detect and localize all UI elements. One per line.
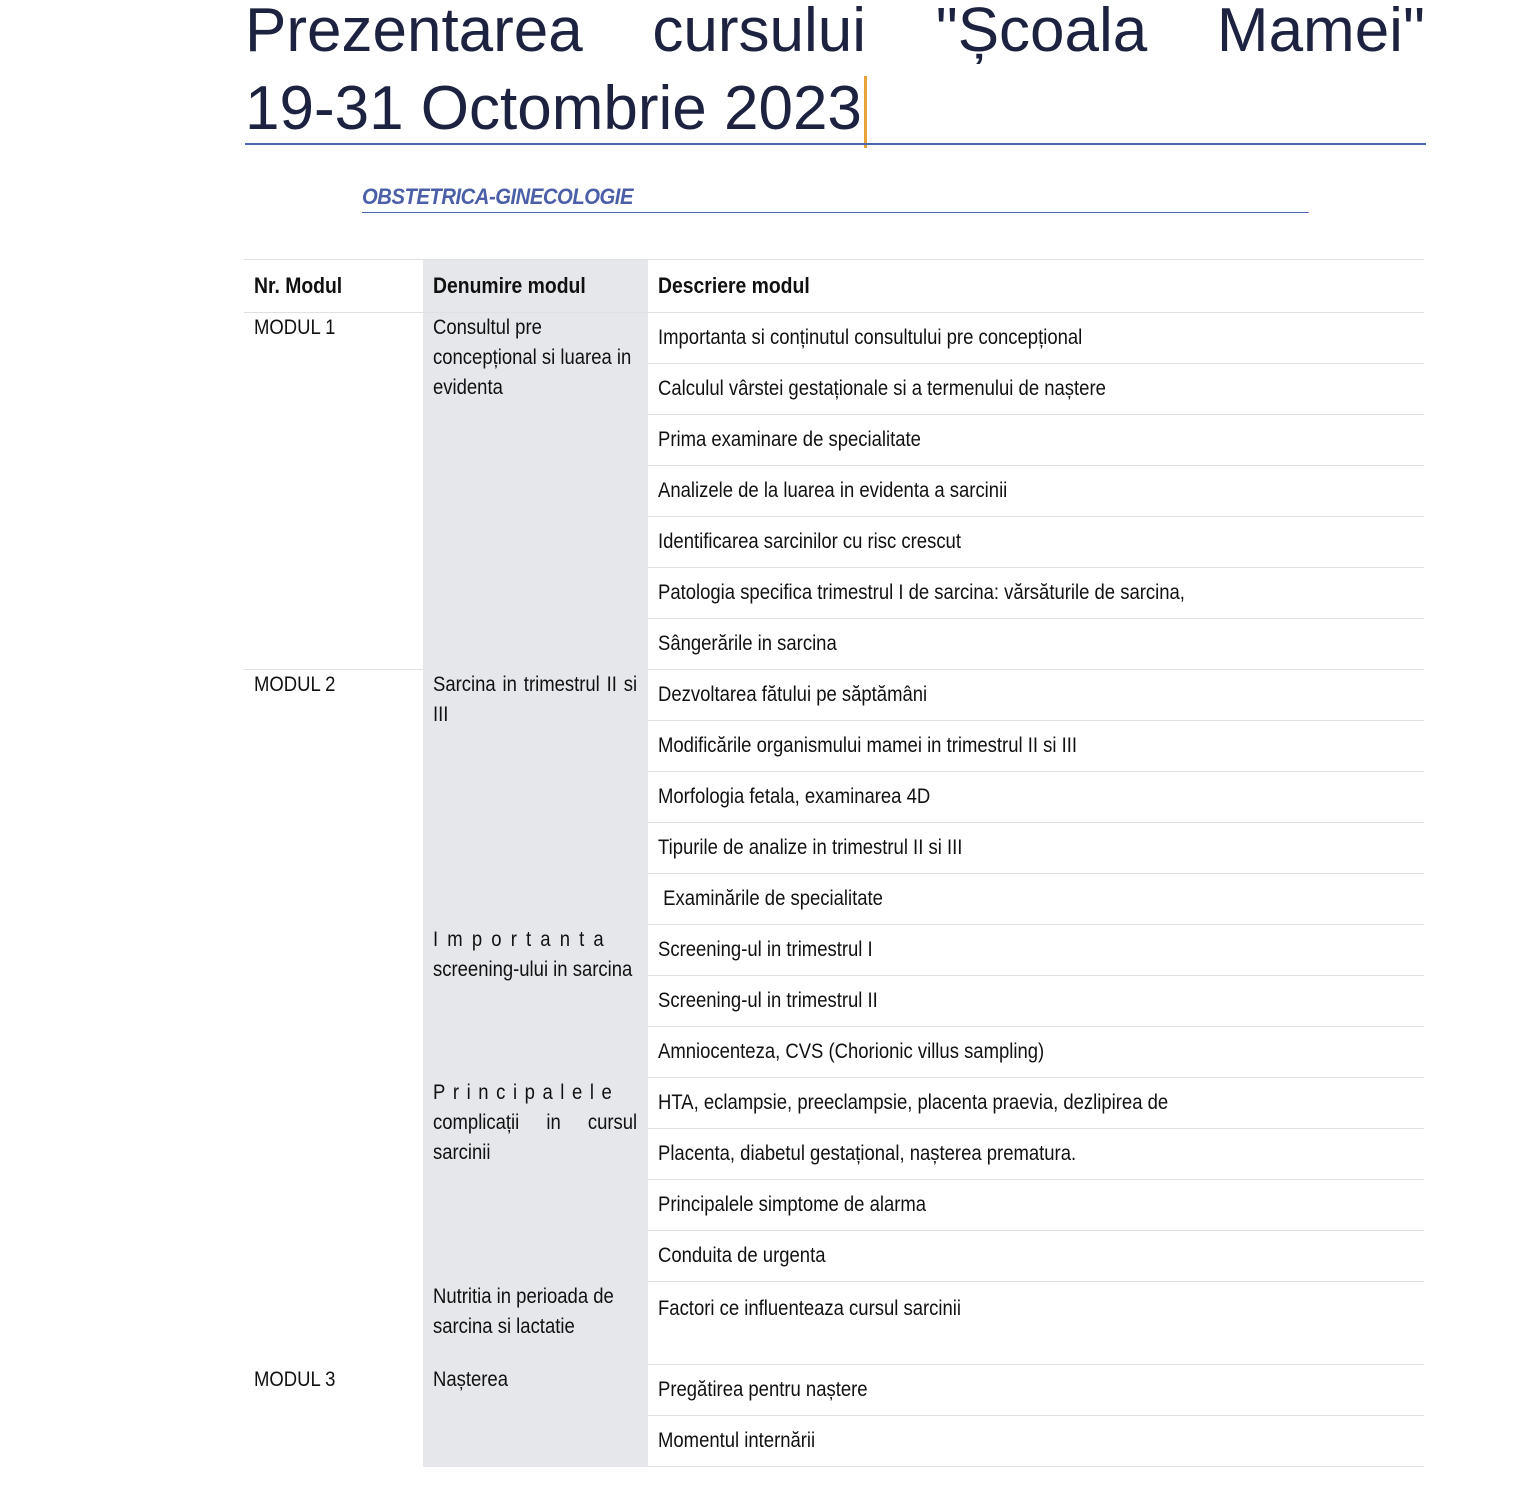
section-heading: OBSTETRICA-GINECOLOGIE bbox=[362, 184, 1309, 213]
module-description-item: Prima examinare de specialitate bbox=[648, 415, 1424, 466]
module-description-item: Patologia specifica trimestrul I de sarcina: vărsăturile de sarcina, bbox=[648, 568, 1424, 619]
table-row bbox=[244, 670, 1424, 721]
module-description-item: Analizele de la luarea in evidenta a sarcinii bbox=[648, 466, 1424, 517]
module-name-rest: complicații in cursul sarcinii bbox=[433, 1110, 638, 1164]
module-description-item: Tipurile de analize in trimestrul II si III bbox=[648, 823, 1424, 874]
module-number: MODUL 1 bbox=[254, 316, 336, 339]
module-name: Nutritia in perioada de sarcina si lactatie bbox=[423, 1282, 648, 1365]
module-name bbox=[423, 925, 648, 1078]
module-name-line: Principalele bbox=[433, 1080, 620, 1104]
module-name bbox=[423, 1078, 648, 1282]
header-nr: Nr. Modul bbox=[244, 260, 423, 313]
module-description-item: Importanta si conținutul consultului pre concepțional bbox=[648, 313, 1424, 364]
title-line-1 bbox=[245, 0, 1425, 70]
module-number: MODUL 3 bbox=[254, 1367, 336, 1391]
module-description-item: Calculul vârstei gestaționale si a termenului de naștere bbox=[648, 364, 1424, 415]
module-description-item: Modificările organismului mamei in trimestrul II si III bbox=[648, 721, 1424, 772]
module-description-item: Placenta, diabetul gestațional, nașterea prematura. bbox=[648, 1129, 1424, 1180]
module-name: Consultul pre concepțional si luarea in evidenta bbox=[423, 313, 648, 670]
title-dates: 19-31 Octombrie 2023 bbox=[245, 74, 862, 143]
module-number: MODUL 2 bbox=[244, 670, 423, 1365]
module-description-item: Factori ce influenteaza cursul sarcinii bbox=[648, 1282, 1424, 1365]
table-header-row bbox=[244, 260, 1424, 313]
document-title bbox=[245, 0, 1425, 148]
table-row bbox=[244, 313, 1424, 364]
table-row bbox=[244, 1365, 1424, 1416]
module-description-item: Momentul internării bbox=[648, 1416, 1424, 1467]
module-description-item: HTA, eclampsie, preeclampsie, placenta praevia, dezlipirea de bbox=[648, 1078, 1424, 1129]
title-word: Mamei" bbox=[1216, 0, 1425, 65]
modules-table bbox=[244, 259, 1424, 1467]
module-description-item: Amniocenteza, CVS (Chorionic villus sampling) bbox=[648, 1027, 1424, 1078]
module-description-item: Dezvoltarea fătului pe săptămâni bbox=[648, 670, 1424, 721]
module-name-rest: screening-ului in sarcina bbox=[433, 957, 633, 981]
module-description-item: Sângerările in sarcina bbox=[648, 619, 1424, 670]
module-description-item: Pregătirea pentru naștere bbox=[648, 1365, 1424, 1416]
title-word: cursului bbox=[652, 0, 867, 65]
title-word: "Școala bbox=[935, 0, 1148, 65]
module-description-item: Morfologia fetala, examinarea 4D bbox=[648, 772, 1424, 823]
module-description-item: Principalele simptome de alarma bbox=[648, 1180, 1424, 1231]
module-name: Nașterea bbox=[423, 1365, 648, 1467]
title-line-2[interactable] bbox=[245, 70, 862, 148]
module-description-item: Conduita de urgenta bbox=[648, 1231, 1424, 1282]
module-description-item: Identificarea sarcinilor cu risc crescut bbox=[648, 517, 1424, 568]
module-name: Sarcina in trimestrul II si III bbox=[423, 670, 648, 925]
title-word: Prezentarea bbox=[245, 0, 583, 65]
module-description-item: Screening-ul in trimestrul II bbox=[648, 976, 1424, 1027]
title-underline bbox=[245, 143, 1426, 145]
module-description-item: Examinările de specialitate bbox=[648, 874, 1424, 925]
module-description-item: Screening-ul in trimestrul I bbox=[648, 925, 1424, 976]
header-name: Denumire modul bbox=[423, 260, 648, 313]
header-description: Descriere modul bbox=[648, 260, 1424, 313]
text-cursor bbox=[864, 76, 867, 148]
module-name-line: Importanta bbox=[433, 927, 613, 951]
